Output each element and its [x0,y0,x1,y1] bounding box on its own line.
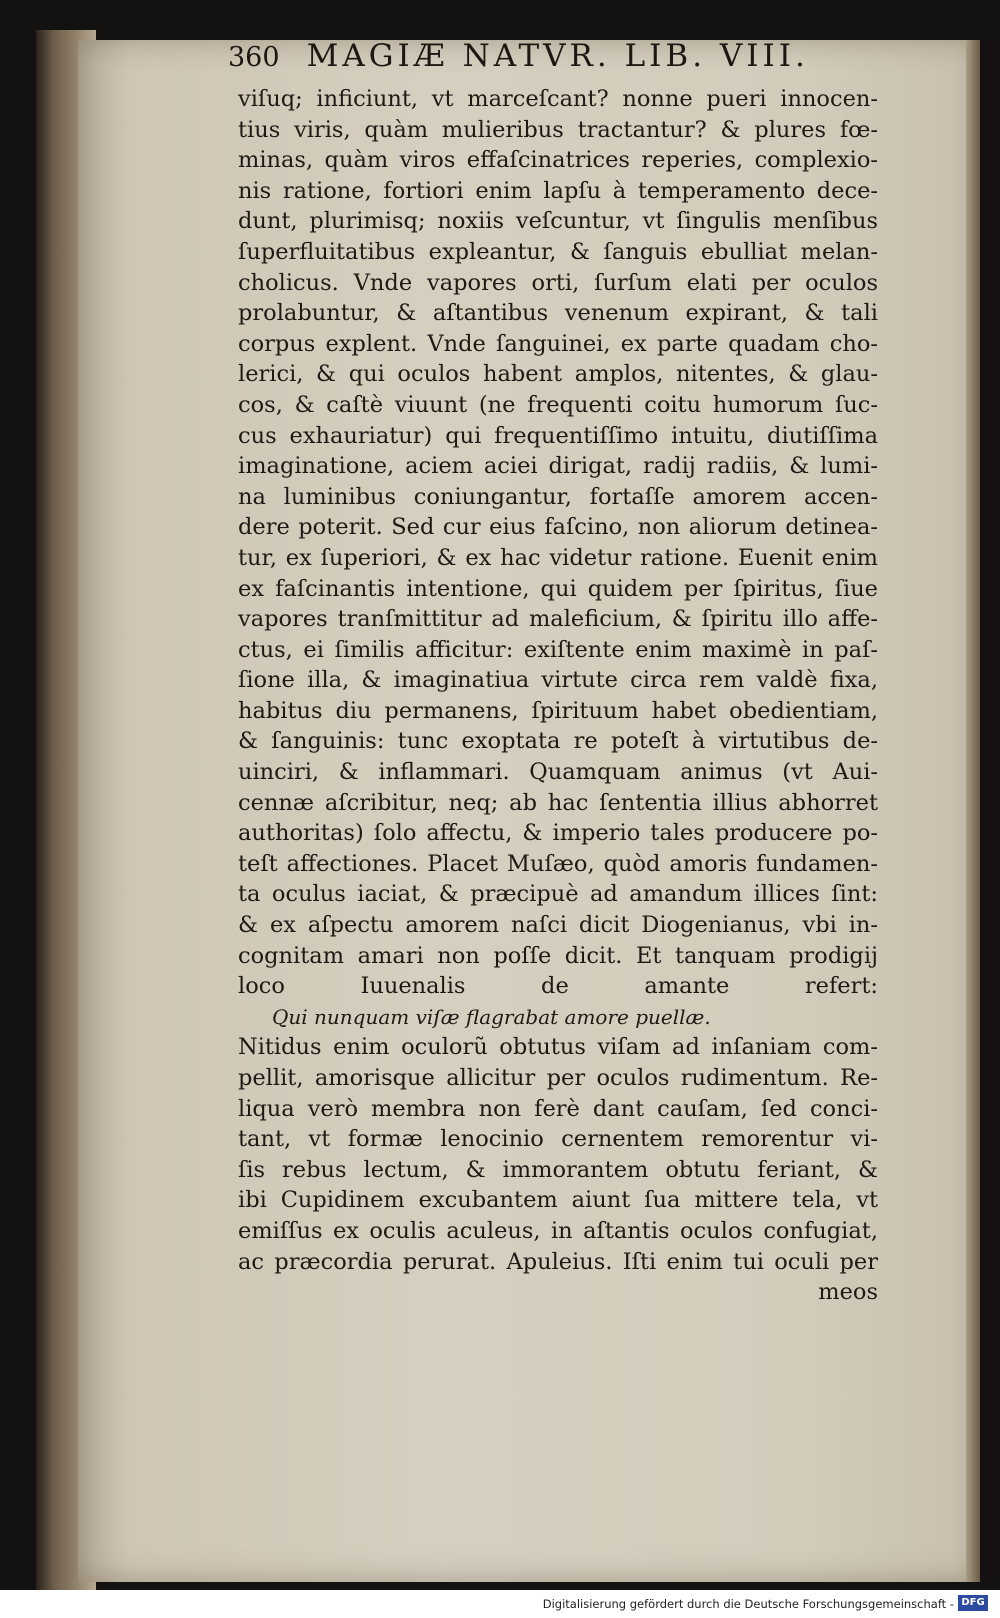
text-line: lerici, & qui oculos habent amplos, nitentes, & glau- [238,361,878,388]
text-block [238,84,878,1308]
funding-credit: Digitalisierung gefördert durch die Deutsche Forschungsgemeinschaft - [542,1597,954,1611]
page-number: 360 [228,42,280,73]
text-line: tur, ex ſuperiori, & ex hac videtur ratione. Euenit enim [238,544,878,571]
text-line: loco Iuuenalis de amante refert: [238,973,878,1000]
text-line: teſt affectiones. Placet Muſæo, quòd amoris fundamen- [238,850,878,877]
catchword: meos [818,1279,878,1306]
text-line: & ex aſpectu amorem naſci dicit Diogenianus, vbi in- [238,912,878,939]
text-line: cennæ aſcribitur, neq; ab hac ſententia illius abhorret [238,789,878,816]
dfg-logo-icon: DFG [958,1595,988,1611]
text-line: pellit, amorisque allicitur per oculos rudimentum. Re- [238,1065,878,1091]
text-line: minas, quàm viros effaſcinatrices reperies, complexio- [238,147,878,174]
text-line: cognitam amari non poſſe dicit. Et tanquam prodigij [238,942,878,969]
text-line: ex faſcinantis intentione, qui quidem per ſpiritus, ſiue [238,575,878,602]
page-right-edge [966,40,980,1582]
text-line: viſuq; inficiunt, vt marceſcant? nonne pueri innocen- [238,86,878,112]
text-line: prolabuntur, & aſtantibus venenum expirant, & tali [238,300,878,327]
verse-quotation: Qui nunquam viſæ flagrabat amore puellæ. [272,1004,711,1029]
text-line: ac præcordia perurat. Apuleius. Iſti enim tui oculi per [238,1248,878,1275]
text-line: liqua verò membra non ferè dant cauſam, ſed conci- [238,1095,878,1122]
text-line: vapores tranſmittitur ad maleficium, & ſpiritu illo affe- [238,606,878,633]
text-line: ſuperfluitatibus expleantur, & ſanguis ebulliat melan- [238,238,878,265]
text-line: corpus explent. Vnde ſanguinei, ex parte quadam cho- [238,330,878,357]
text-line: Nitidus enim oculorũ obtutus viſam ad inſaniam com- [238,1034,878,1061]
text-line: ctus, ei ſimilis afficitur: exiſtente enim maximè in paſ- [238,636,878,663]
digitization-footer [0,1590,1000,1618]
text-line: cos, & caſtè viuunt (ne frequenti coitu humorum ſuc- [238,391,878,418]
text-line: cholicus. Vnde vapores orti, ſurſum elati per oculos [238,269,878,296]
text-line: ſione illa, & imaginatiua virtute circa rem valdè fixa, [238,667,878,694]
text-line: authoritas) ſolo affectu, & imperio tales producere po- [238,820,878,847]
text-line: ſis rebus lectum, & immorantem obtutu feriant, & [238,1156,878,1183]
text-line: tant, vt formæ lenocinio cernentem remorentur vi- [238,1126,878,1153]
text-line: nis ratione, fortiori enim lapſu à temperamento dece- [238,177,878,204]
text-line: tius viris, quàm mulieribus tractantur? & plures fœ- [238,116,878,143]
text-line: na luminibus coniungantur, fortaſſe amorem accen- [238,483,878,510]
text-line: imaginatione, aciem aciei dirigat, radij radiis, & lumi- [238,453,878,480]
text-line: & ſanguinis: tunc exoptata re poteſt à virtutibus de- [238,728,878,755]
text-line: emiſſus ex oculis aculeus, in aſtantis oculos confugiat, [238,1217,878,1244]
text-line: dunt, plurimisq; noxiis veſcuntur, vt ſingulis menſibus [238,208,878,235]
text-line: cus exhauriatur) qui frequentiſſimo intuitu, diutiſſima [238,422,878,449]
text-line: ibi Cupidinem excubantem aiunt ſua mittere tela, vt [238,1187,878,1214]
running-head: MAGIÆ NATVR. LIB. VIII. [306,38,809,74]
text-line: dere poterit. Sed cur eius faſcino, non aliorum detinea- [238,514,878,541]
text-line: habitus diu permanens, ſpirituum habet obedientiam, [238,697,878,724]
text-line: ta oculus iaciat, & præcipuè ad amandum illices ſint: [238,881,878,908]
text-line: uinciri, & inflammari. Quamquam animus (vt Aui- [238,759,878,786]
